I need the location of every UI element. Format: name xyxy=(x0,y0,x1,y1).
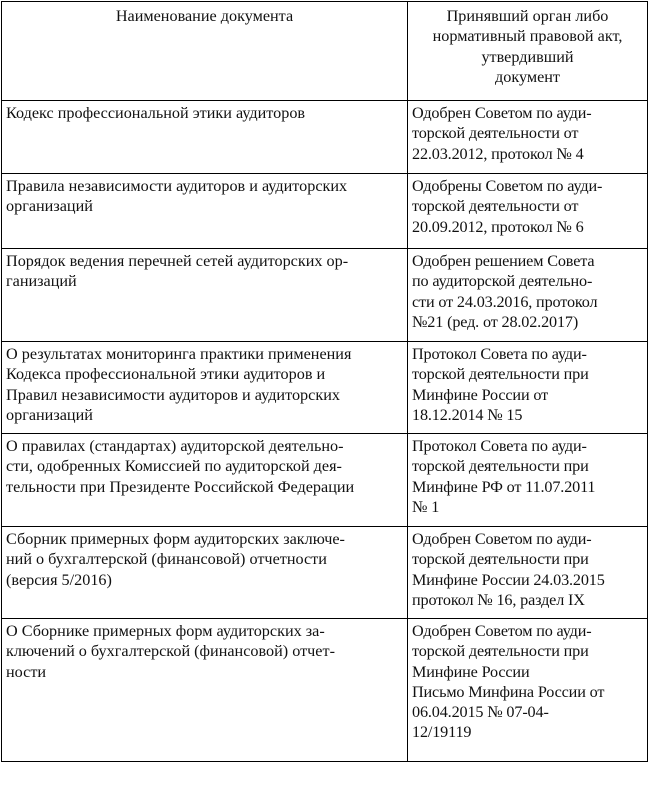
document-authority: Одобрен решением Совета по аудиторской деятельно- сти от 24.03.2016, протокол №21 (ред. от 28.02.2017) xyxy=(412,252,598,331)
table-row xyxy=(2,174,648,249)
table-row xyxy=(2,249,648,342)
authority-cell xyxy=(408,174,648,249)
document-name-cell xyxy=(2,342,408,434)
authority-cell xyxy=(408,434,648,527)
document-authority: Одобрен Советом по ауди- торской деятельности от 22.03.2012, протокол № 4 xyxy=(412,104,592,163)
documents-table xyxy=(1,1,648,762)
authority-cell xyxy=(408,249,648,342)
table-header-row xyxy=(2,2,648,101)
document-name: Порядок ведения перечней сетей аудиторских ор- ганизаций xyxy=(6,252,349,291)
authority-cell xyxy=(408,342,648,434)
table-row xyxy=(2,342,648,434)
document-name-cell xyxy=(2,434,408,527)
header-authority xyxy=(408,2,648,101)
header-document-name xyxy=(2,2,408,101)
table-row xyxy=(2,527,648,619)
document-name: О правилах (стандартах) аудиторской деятельно- сти, одобренных Комиссией по аудиторской дея- тельности при Президенте Российской Федерации xyxy=(6,437,355,496)
authority-cell xyxy=(408,527,648,619)
document-name: О результатах мониторинга практики применения Кодекса профессиональной этики аудиторов и Правил независимости аудиторов и аудиторских организаций xyxy=(6,345,352,424)
header-authority-text: Принявший орган либо нормативный правовой акт, утвердивший документ xyxy=(432,7,623,86)
table-row xyxy=(2,619,648,762)
document-name: Кодекс профессиональной этики аудиторов xyxy=(6,104,306,122)
document-name: Сборник примерных форм аудиторских заключе- ний о бухгалтерской (финансовой) отчетности (версия 5/2016) xyxy=(6,530,345,589)
document-authority: Протокол Совета по ауди- торской деятельности при Минфине РФ от 11.07.2011 № 1 xyxy=(412,437,596,516)
document-name-cell xyxy=(2,527,408,619)
document-authority: Протокол Совета по ауди- торской деятельности при Минфине России от 18.12.2014 № 15 xyxy=(412,345,589,424)
document-authority: Одобрены Советом по ауди- торской деятельности от 20.09.2012, протокол № 6 xyxy=(412,177,603,236)
document-name-cell xyxy=(2,619,408,762)
document-name: Правила независимости аудиторов и аудиторских организаций xyxy=(6,177,348,216)
table-row xyxy=(2,434,648,527)
document-name-cell xyxy=(2,101,408,174)
header-document-name-text: Наименование документа xyxy=(115,7,294,25)
document-name-cell xyxy=(2,249,408,342)
table-row xyxy=(2,101,648,174)
authority-cell xyxy=(408,101,648,174)
document-name: О Сборнике примерных форм аудиторских за- ключений о бухгалтерской (финансовой) отчет- ности xyxy=(6,622,335,681)
document-authority: Одобрен Советом по ауди- торской деятельности при Минфине России 24.03.2015 протокол № 16, раздел IX xyxy=(412,530,605,609)
document-authority: Одобрен Советом по ауди- торской деятельности при Минфине России Письмо Минфина России от 06.04.2015 № 07-04- 12/19119 xyxy=(412,622,605,742)
document-name-cell xyxy=(2,174,408,249)
authority-cell xyxy=(408,619,648,762)
